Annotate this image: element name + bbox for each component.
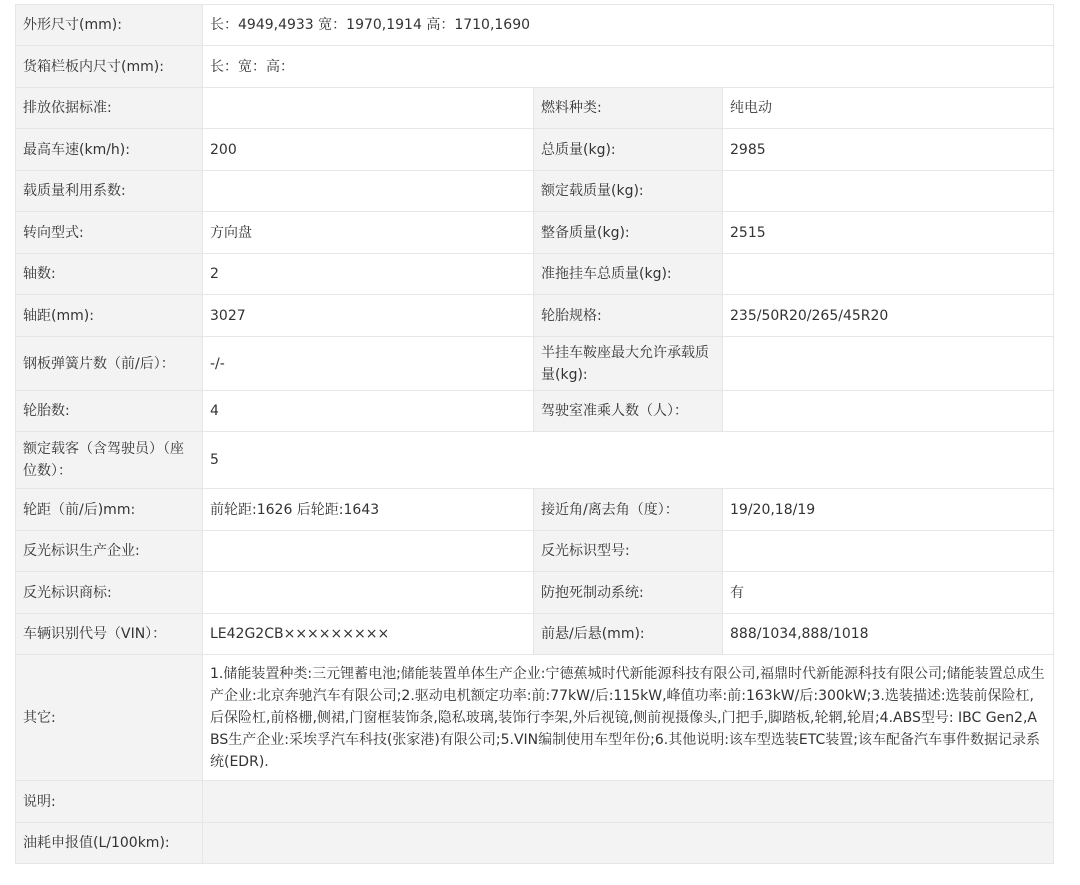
- approach-departure-value: 19/20,18/19: [723, 489, 1054, 531]
- table-row: [16, 129, 1054, 171]
- reflector-brand-label: 反光标识商标:: [16, 572, 203, 614]
- passenger-capacity-label: 额定载客（含驾驶员）（座位数）：: [16, 432, 203, 489]
- table-row: [16, 489, 1054, 531]
- cab-occupants-label: 驾驶室准乘人数（人）：: [534, 391, 723, 432]
- reflector-model-value: [723, 531, 1054, 572]
- fuel-type-label: 燃料种类:: [534, 88, 723, 129]
- track-width-value: 前轮距:1626 后轮距:1643: [203, 489, 534, 531]
- wheelbase-value: 3027: [203, 295, 534, 337]
- tire-spec-label: 轮胎规格:: [534, 295, 723, 337]
- overhang-value: 888/1034,888/1018: [723, 614, 1054, 655]
- reflector-maker-label: 反光标识生产企业:: [16, 531, 203, 572]
- emission-standard-label: 排放依据标准:: [16, 88, 203, 129]
- gross-mass-value: 2985: [723, 129, 1054, 171]
- cargo-box-value: 长：宽：高：: [203, 46, 1054, 88]
- vin-value: LE42G2CB×××××××××: [203, 614, 534, 655]
- leaf-spring-value: -/-: [203, 337, 534, 391]
- spec-table: [15, 4, 1054, 864]
- table-row: [16, 5, 1054, 46]
- table-row: [16, 46, 1054, 88]
- steering-type-value: 方向盘: [203, 212, 534, 254]
- curb-mass-value: 2515: [723, 212, 1054, 254]
- vin-label: 车辆识别代号（VIN）：: [16, 614, 203, 655]
- table-row: [16, 212, 1054, 254]
- axle-count-value: 2: [203, 254, 534, 295]
- dimensions-value: 长：4949,4933 宽：1970,1914 高：1710,1690: [203, 5, 1054, 46]
- load-utilization-label: 载质量利用系数:: [16, 171, 203, 212]
- trailer-mass-label: 准拖挂车总质量(kg):: [534, 254, 723, 295]
- table-row: [16, 781, 1054, 823]
- max-speed-label: 最高车速(km/h):: [16, 129, 203, 171]
- approach-departure-label: 接近角/离去角（度）：: [534, 489, 723, 531]
- table-row: [16, 823, 1054, 864]
- fuel-type-value: 纯电动: [723, 88, 1054, 129]
- rated-load-label: 额定载质量(kg):: [534, 171, 723, 212]
- saddle-load-label: 半挂车鞍座最大允许承载质量(kg):: [534, 337, 723, 391]
- reflector-brand-value: [203, 572, 534, 614]
- table-row: [16, 432, 1054, 489]
- rated-load-value: [723, 171, 1054, 212]
- load-utilization-value: [203, 171, 534, 212]
- curb-mass-label: 整备质量(kg):: [534, 212, 723, 254]
- steering-type-label: 转向型式:: [16, 212, 203, 254]
- saddle-load-value: [723, 337, 1054, 391]
- cab-occupants-value: [723, 391, 1054, 432]
- table-row: [16, 572, 1054, 614]
- notes-value: [203, 781, 1054, 823]
- overhang-label: 前悬/后悬(mm):: [534, 614, 723, 655]
- track-width-label: 轮距（前/后)mm:: [16, 489, 203, 531]
- axle-count-label: 轴数:: [16, 254, 203, 295]
- wheelbase-label: 轴距(mm):: [16, 295, 203, 337]
- max-speed-value: 200: [203, 129, 534, 171]
- table-row: [16, 655, 1054, 781]
- notes-label: 说明:: [16, 781, 203, 823]
- table-row: [16, 531, 1054, 572]
- table-row: [16, 254, 1054, 295]
- table-row: [16, 88, 1054, 129]
- cargo-box-label: 货箱栏板内尺寸(mm):: [16, 46, 203, 88]
- reflector-maker-value: [203, 531, 534, 572]
- tire-count-value: 4: [203, 391, 534, 432]
- fuel-consumption-label: 油耗申报值(L/100km):: [16, 823, 203, 864]
- table-row: [16, 391, 1054, 432]
- table-row: [16, 337, 1054, 391]
- tire-count-label: 轮胎数:: [16, 391, 203, 432]
- abs-label: 防抱死制动系统:: [534, 572, 723, 614]
- reflector-model-label: 反光标识型号:: [534, 531, 723, 572]
- emission-standard-value: [203, 88, 534, 129]
- vehicle-spec-sheet: [15, 4, 1053, 864]
- leaf-spring-label: 钢板弹簧片数（前/后）：: [16, 337, 203, 391]
- gross-mass-label: 总质量(kg):: [534, 129, 723, 171]
- table-row: [16, 614, 1054, 655]
- table-row: [16, 171, 1054, 212]
- abs-value: 有: [723, 572, 1054, 614]
- tire-spec-value: 235/50R20/265/45R20: [723, 295, 1054, 337]
- trailer-mass-value: [723, 254, 1054, 295]
- dimensions-label: 外形尺寸(mm):: [16, 5, 203, 46]
- table-row: [16, 295, 1054, 337]
- other-label: 其它:: [16, 655, 203, 781]
- fuel-consumption-value: [203, 823, 1054, 864]
- passenger-capacity-value: 5: [203, 432, 1054, 489]
- other-value: 1.储能装置种类:三元锂蓄电池;储能装置单体生产企业:宁德蕉城时代新能源科技有限公司,福鼎时代新能源科技有限公司;储能装置总成生产企业:北京奔驰汽车有限公司;2.驱动电机额定功率:前:77kW/后:115kW,峰值功率:前:163kW/后:300kW;3.选装描述:选装前保险杠,后保险杠,前格栅,侧裙,门窗框装饰条,隐私玻璃,装饰行李架,外后视镜,侧前视摄像头,门把手,脚踏板,轮辋,轮眉;4.ABS型号: IBC Gen2,ABS生产企业:采埃孚汽车科技(张家港)有限公司;5.VIN编制使用车型年份;6.其他说明:该车型选装ETC装置;该车配备汽车事件数据记录系统(EDR).: [203, 655, 1054, 781]
